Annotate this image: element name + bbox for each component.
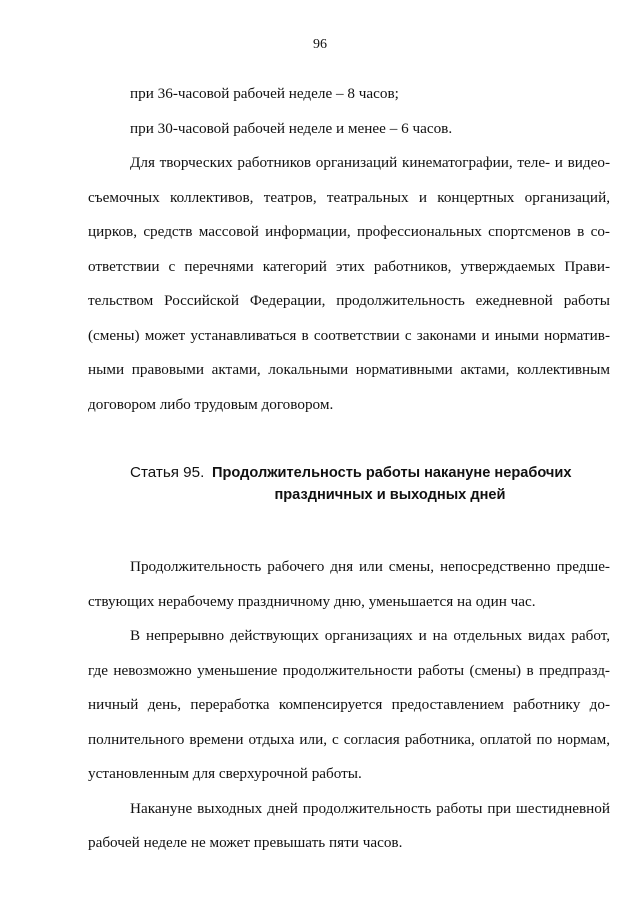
text-line: цирков, средств массовой информации, профессиональных спортсменов в со- <box>88 223 610 240</box>
text-line: ствующих нерабочему праздничному дню, уменьшается на один час. <box>88 592 536 610</box>
page-number: 96 <box>313 37 327 52</box>
paragraph-continuous-operations <box>88 619 610 792</box>
text-line: договором либо трудовым договором. <box>88 395 334 413</box>
paragraph-six-day-week <box>88 792 610 861</box>
paragraph-30-hour <box>88 112 610 147</box>
text-line: где невозможно уменьшение продолжительности работы (смены) в предпразд- <box>88 661 610 679</box>
article-heading <box>88 462 610 506</box>
text-line: съемочных коллективов, театров, театральных и концертных организаций, <box>88 188 610 206</box>
article-title <box>212 462 610 506</box>
text-line: ответствии с перечнями категорий этих работников, утверждаемых Прави- <box>88 257 610 275</box>
text-line: тельством Российской Федерации, продолжительность ежедневной работы <box>88 292 610 309</box>
text-line: рабочей неделе не может превышать пяти часов. <box>88 834 403 851</box>
text-line: установленным для сверхурочной работы. <box>88 765 362 782</box>
text-line: полнительного времени отдыха или, с согласия работника, оплатой по нормам, <box>88 730 610 748</box>
text-line: В непрерывно действующих организациях и на отдельных видах работ, <box>130 627 610 644</box>
text-line: (смены) может устанавливаться в соответствии с законами и иными норматив- <box>88 326 610 344</box>
text-line: Для творческих работников организаций кинематографии, теле- и видео- <box>130 154 610 171</box>
text-line: при 30-часовой рабочей неделе и менее – 6 часов. <box>130 119 453 137</box>
text-line: ными правовыми актами, локальными нормативными актами, коллективным <box>88 361 610 378</box>
article-title-line-1: Продолжительность работы накануне нерабочих <box>212 465 572 481</box>
text-line: ничный день, переработка компенсируется предоставлением работнику до- <box>88 696 610 713</box>
text-line: Накануне выходных дней продолжительность работы при шестидневной <box>130 799 610 817</box>
document-body <box>88 77 610 861</box>
text-line: Продолжительность рабочего дня или смены, непосредственно предше- <box>130 558 610 575</box>
article-number: Статья 95. <box>130 464 205 481</box>
text-line: при 36-часовой рабочей неделе – 8 часов; <box>130 85 399 102</box>
paragraph-36-hour <box>88 77 610 112</box>
paragraph-creative-workers <box>88 146 610 422</box>
paragraph-shortened-day <box>88 550 610 619</box>
article-title-line-2: праздничных и выходных дней <box>274 487 506 503</box>
